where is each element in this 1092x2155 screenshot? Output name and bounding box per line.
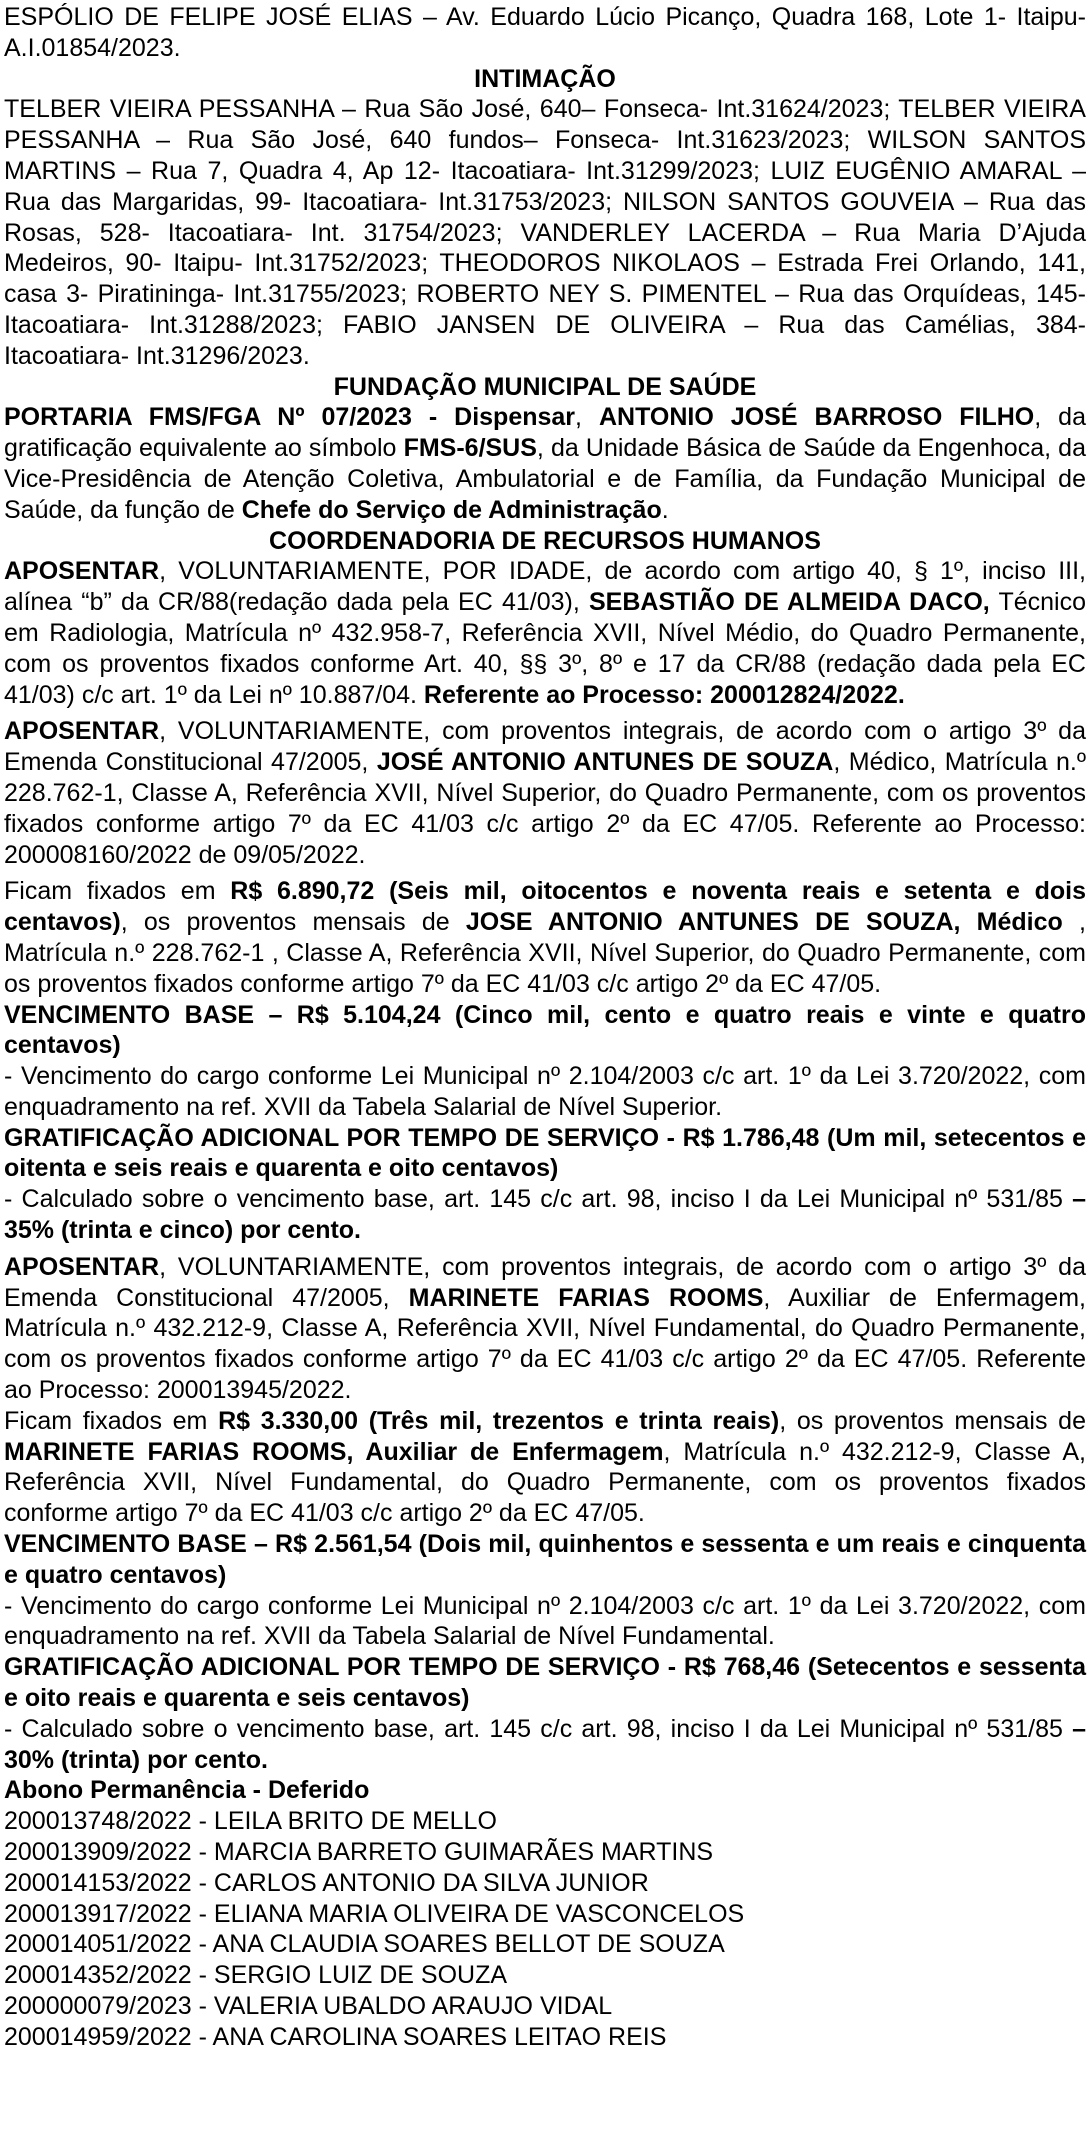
fixados-3-nome: MARINETE FARIAS ROOMS, Auxiliar de Enfermagem — [4, 1437, 664, 1466]
fixados-3-text-3: , Matrícula n.º 432.212-9, Classe A, Referência XVII, Nível Fundamental, do Quadro Permanente, com os proventos fixados conforme artigo 7º da EC 41/03 c/c artigo 2º da EC 47/05. — [4, 1437, 1086, 1528]
fixados-3-text-2: , os proventos mensais de — [779, 1406, 1086, 1435]
espolio-text: ESPÓLIO DE FELIPE JOSÉ ELIAS – Av. Eduardo Lúcio Picanço, Quadra 168, Lote 1- Itaipu- A.I.01854/2023. — [4, 3, 1086, 62]
gratificacao-2-text: - Calculado sobre o vencimento base, art. 145 c/c art. 98, inciso I da Lei Municipal nº 531/85 — [4, 1185, 1073, 1214]
intimacao-heading: INTIMAÇÃO — [474, 64, 616, 93]
vencimento-2-title — [4, 1000, 1086, 1062]
espolio-paragraph — [4, 2, 1086, 64]
aposentar-2-text-1: , VOLUNTARIAMENTE, com proventos integrais, de acordo com o artigo 3º da Emenda Constitucional 47/2005, — [4, 717, 1086, 777]
intimacao-paragraph: TELBER VIEIRA PESSANHA – Rua São José, 640– Fonseca- Int.31624/2023; TELBER VIEIRA PESSANHA – Rua São José, 640 fundos– Fonseca- Int.31623/2023; WILSON SANTOS MARTINS – Rua 7, Quadra 4, Ap 12- Itacoatiara- Int.31299/2023; LUIZ EUGÊNIO AMARAL – Rua das Margaridas, 99- Itacoatiara- Int.31753/2023; NILSON SANTOS GOUVEIA – Rua das Rosas, 528- Itacoatiara- Int. 31754/2023; VANDERLEY LACERDA – Rua Maria D’Ajuda Medeiros, 90- Itaipu- Int.31752/2023; THEODOROS NIKOLAOS – Estrada Frei Orlando, 141, casa 3- Piratininga- Int.31755/2023; ROBERTO NEY S. PIMENTEL – Rua das Orquídeas, 145- Itacoatiara- Int.31288/2023; FABIO JANSEN DE OLIVEIRA – Rua das Camélias, 384- Itacoatiara- Int.31296/2023. — [4, 95, 1086, 370]
fixados-3-text-1: Ficam fixados em — [4, 1406, 219, 1435]
portaria-text-4: . — [661, 495, 669, 524]
fixados-3-valor: R$ 3.330,00 (Três mil, trezentos e trinta reais) — [218, 1406, 780, 1435]
crh-heading: COORDENADORIA DE RECURSOS HUMANOS — [269, 526, 821, 555]
aposentar-3-text-1: , VOLUNTARIAMENTE, com proventos integrais, de acordo com o artigo 3º da Emenda Constitucional 47/2005, — [4, 1252, 1086, 1312]
aposentar-3-paragraph — [4, 1252, 1086, 1406]
aposentar-3-text-2: , Auxiliar de Enfermagem, Matrícula n.º 432.212-9, Classe A, Referência XVII, Nível Fundamental, do Quadro Permanente, com os proventos fixados conforme artigo 7º da EC 41/03 c/c artigo 2º da EC 47/05. Referente ao Processo: 200013945/2022. — [4, 1283, 1086, 1405]
aposentar-2-text-2: , Médico, Matrícula n.º 228.762-1, Classe A, Referência XVII, Nível Superior, do Quadro Permanente, com os proventos fixados conforme artigo 7º da EC 41/03 c/c artigo 2º da EC 47/05. Referente ao Processo: 200008160/2022 de 09/05/2022. — [4, 748, 1087, 869]
portaria-paragraph — [4, 402, 1086, 525]
aposentar-1-text-2: Técnico em Radiologia, Matrícula nº 432.958-7, Referência XVII, Nível Médio, do Quadro Permanente, com os proventos fixados conforme Art. 40, §§ 3º, 8º e 17 da CR/88 (redação dada pela EC 41/03) c/c art. 1º da Lei nº 10.887/04. — [4, 588, 1086, 709]
aposentar-1-processo: Referente ao Processo: 200012824/2022. — [423, 680, 905, 709]
abono-list — [4, 1806, 1086, 2052]
abono-heading-text: Abono Permanência - Deferido — [4, 1776, 370, 1805]
list-item: 200014352/2022 - SERGIO LUIZ DE SOUZA — [4, 1961, 508, 1990]
portaria-text-2: , da gratificação equivalente ao símbolo — [4, 403, 1086, 463]
abono-heading — [4, 1775, 1086, 1806]
vencimento-2-text: - Vencimento do cargo conforme Lei Municipal nº 2.104/2003 c/c art. 1º da Lei 3.720/2022, com enquadramento na ref. XVII da Tabela Salarial de Nível Superior. — [4, 1062, 1086, 1121]
portaria-text-3: , da Unidade Básica de Saúde da Engenhoca, da Vice-Presidência de Atenção Coletiva, Ambulatorial e de Família, da Fundação Municipal de Saúde, da função de — [4, 434, 1086, 524]
list-item: 200014153/2022 - CARLOS ANTONIO DA SILVA JUNIOR — [4, 1868, 649, 1897]
fixados-2-valor: R$ 6.890,72 (Seis mil, oitocentos e noventa reais e setenta e dois centavos) — [4, 877, 1086, 937]
vencimento-3-text: - Vencimento do cargo conforme Lei Municipal nº 2.104/2003 c/c art. 1º da Lei 3.720/2022, com enquadramento na ref. XVII da Tabela Salarial de Nível Fundamental. — [4, 1591, 1086, 1651]
portaria-number: PORTARIA FMS/FGA Nº 07/2023 - Dispensar — [4, 403, 576, 432]
fixados-2-text-2: , os proventos mensais de — [120, 908, 466, 937]
list-item: 200013909/2022 - MARCIA BARRETO GUIMARÃES MARTINS — [4, 1838, 714, 1867]
gratificacao-2-paragraph — [4, 1184, 1086, 1246]
aposentar-1-verb: APOSENTAR — [4, 557, 160, 586]
portaria-funcao: Chefe do Serviço de Administração — [241, 495, 662, 524]
portaria-simbolo: FMS-6/SUS — [403, 434, 537, 463]
list-item: 200013917/2022 - ELIANA MARIA OLIVEIRA DE VASCONCELOS — [4, 1899, 745, 1928]
gratificacao-2-title-text: GRATIFICAÇÃO ADICIONAL POR TEMPO DE SERVIÇO - R$ 1.786,48 (Um mil, setecentos e oitenta e seis reais e quarenta e oito centavos) — [4, 1123, 1086, 1183]
vencimento-2-title-text: VENCIMENTO BASE – R$ 5.104,24 (Cinco mil, cento e quatro reais e vinte e quatro centavos) — [4, 1000, 1086, 1060]
gratificacao-2-title — [4, 1123, 1086, 1185]
aposentar-2-nome: JOSÉ ANTONIO ANTUNES DE SOUZA — [376, 748, 834, 777]
aposentar-3-verb: APOSENTAR — [4, 1252, 160, 1281]
gratificacao-3-text: - Calculado sobre o vencimento base, art. 145 c/c art. 98, inciso I da Lei Municipal nº 531/85 — [4, 1714, 1073, 1743]
aposentar-3-nome: MARINETE FARIAS ROOMS — [408, 1283, 764, 1312]
gratificacao-3-pct: – 30% (trinta) por cento. — [4, 1714, 1086, 1774]
list-item: 200014959/2022 - ANA CAROLINA SOARES LEITAO REIS — [4, 2022, 667, 2051]
portaria-text-1: , — [575, 403, 599, 432]
aposentar-1-paragraph — [4, 556, 1086, 710]
fixados-2-text-1: Ficam fixados em — [4, 877, 231, 906]
fms-heading: FUNDAÇÃO MUNICIPAL DE SAÚDE — [333, 372, 757, 401]
aposentar-2-paragraph — [4, 716, 1086, 870]
fixados-3-paragraph — [4, 1406, 1086, 1529]
aposentar-2-verb: APOSENTAR — [4, 717, 160, 746]
aposentar-1-text-1: , VOLUNTARIAMENTE, POR IDADE, de acordo com artigo 40, § 1º, inciso III, alínea “b” da CR/88(redação dada pela EC 41/03), — [4, 557, 1086, 617]
list-item: 200000079/2023 - VALERIA UBALDO ARAUJO VIDAL — [4, 1992, 613, 2020]
fixados-2-text-3: , Matrícula n.º 228.762-1 , Classe A, Referência XVII, Nível Superior, do Quadro Permanente, com os proventos fixados conforme artigo 7º da EC 41/03 c/c artigo 2º da EC 47/05. — [4, 908, 1086, 998]
gratificacao-3-title — [4, 1652, 1086, 1714]
vencimento-3-title — [4, 1529, 1086, 1591]
aposentar-1-nome: SEBASTIÃO DE ALMEIDA DACO, — [588, 588, 990, 617]
fixados-2-paragraph — [4, 876, 1086, 999]
list-item: 200014051/2022 - ANA CLAUDIA SOARES BELLOT DE SOUZA — [4, 1930, 725, 1959]
vencimento-3-title-text: VENCIMENTO BASE – R$ 2.561,54 (Dois mil, quinhentos e sessenta e um reais e cinquenta e quatro centavos) — [4, 1530, 1086, 1589]
list-item: 200013748/2022 - LEILA BRITO DE MELLO — [4, 1807, 497, 1836]
gratificacao-2-pct: – 35% (trinta e cinco) por cento. — [4, 1185, 1086, 1245]
fixados-2-nome: JOSE ANTONIO ANTUNES DE SOUZA, Médico — [465, 908, 1063, 937]
portaria-nome: ANTONIO JOSÉ BARROSO FILHO — [598, 403, 1035, 432]
gratificacao-3-paragraph — [4, 1714, 1086, 1776]
gratificacao-3-title-text: GRATIFICAÇÃO ADICIONAL POR TEMPO DE SERVIÇO - R$ 768,46 (Setecentos e sessenta e oito reais e quarenta e seis centavos) — [4, 1653, 1086, 1713]
